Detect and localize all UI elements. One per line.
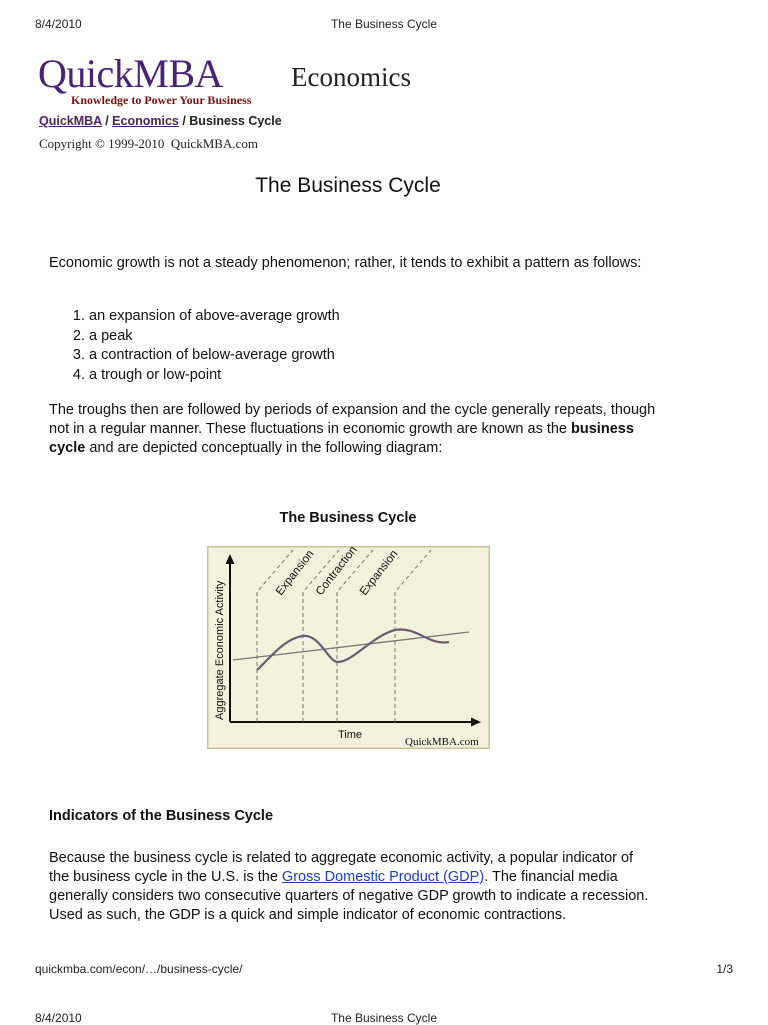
phase-list-item: 3. a contraction of below-average growth [89,346,649,366]
phase-list-item: 2. a peak [89,327,649,347]
phase-list-item: 1. an expansion of above-average growth [89,307,649,327]
next-page-title: The Business Cycle [330,1011,438,1025]
quickmba-logo[interactable] [38,51,252,108]
x-axis-label: Time [338,729,363,741]
cycle-text-before: The troughs then are followed by periods of expansion and the cycle generally repeats, though not in a regular manner. These fluctuations in economic growth are known as the [49,402,656,437]
print-title: The Business Cycle [330,17,438,31]
indicators-text-before: Because the business cycle is related to aggregate economic activity, a popular indicator of the business cycle in the U.S. is the [49,850,634,885]
business-cycle-term: business cycle [49,421,634,456]
section-logo-economics: Economics [291,62,411,92]
indicators-heading: Indicators of the Business Cycle [49,808,274,824]
phase-list [49,307,649,385]
breadcrumb [39,114,282,128]
diagram-credit: QuickMBA.com [405,736,479,748]
phase-list-item: 4. a trough or low-point [89,366,649,386]
print-footer-page: 1/3 [716,962,733,976]
copyright-notice: Copyright © 1999-2010 QuickMBA.com [39,136,258,151]
gdp-link[interactable]: Gross Domestic Product (GDP) [281,869,485,885]
figure-caption: The Business Cycle [279,510,417,526]
print-footer-url: quickmba.com/econ/…/business-cycle/ [35,962,243,976]
indicators-paragraph [49,849,649,925]
breadcrumb-sep: / [178,114,190,128]
breadcrumb-home-link[interactable]: QuickMBA [39,114,102,128]
cycle-paragraph [49,401,659,458]
logo-brand: QuickMBA [38,51,223,96]
cycle-text-after: and are depicted conceptually in the following diagram: [85,440,443,456]
breadcrumb-economics-link[interactable]: Economics [112,114,179,128]
breadcrumb-sep: / [101,114,113,128]
phase-label-expansion-2: Expansion [357,548,401,598]
intro-paragraph: Economic growth is not a steady phenomenon; rather, it tends to exhibit a pattern as follows: [49,255,642,271]
phase-label-expansion-1: Expansion [273,548,317,598]
page-title: The Business Cycle [255,174,441,197]
indicators-text-after: . The financial media generally considers two consecutive quarters of negative GDP growth to indicate a recession. Used as such, the GDP is a quick and simple indicator of economic contractions. [49,869,649,923]
next-page-date: 8/4/2010 [35,1011,82,1025]
phase-label-contraction: Contraction [313,546,360,598]
y-axis-label: Aggregate Economic Activity [214,580,226,720]
business-cycle-diagram [207,546,490,749]
business-cycle-diagram-svg [207,546,490,749]
breadcrumb-current: Business Cycle [189,114,282,128]
logo-tagline: Knowledge to Power Your Business [71,93,252,107]
print-date: 8/4/2010 [35,17,82,31]
diagram-frame [208,547,490,749]
